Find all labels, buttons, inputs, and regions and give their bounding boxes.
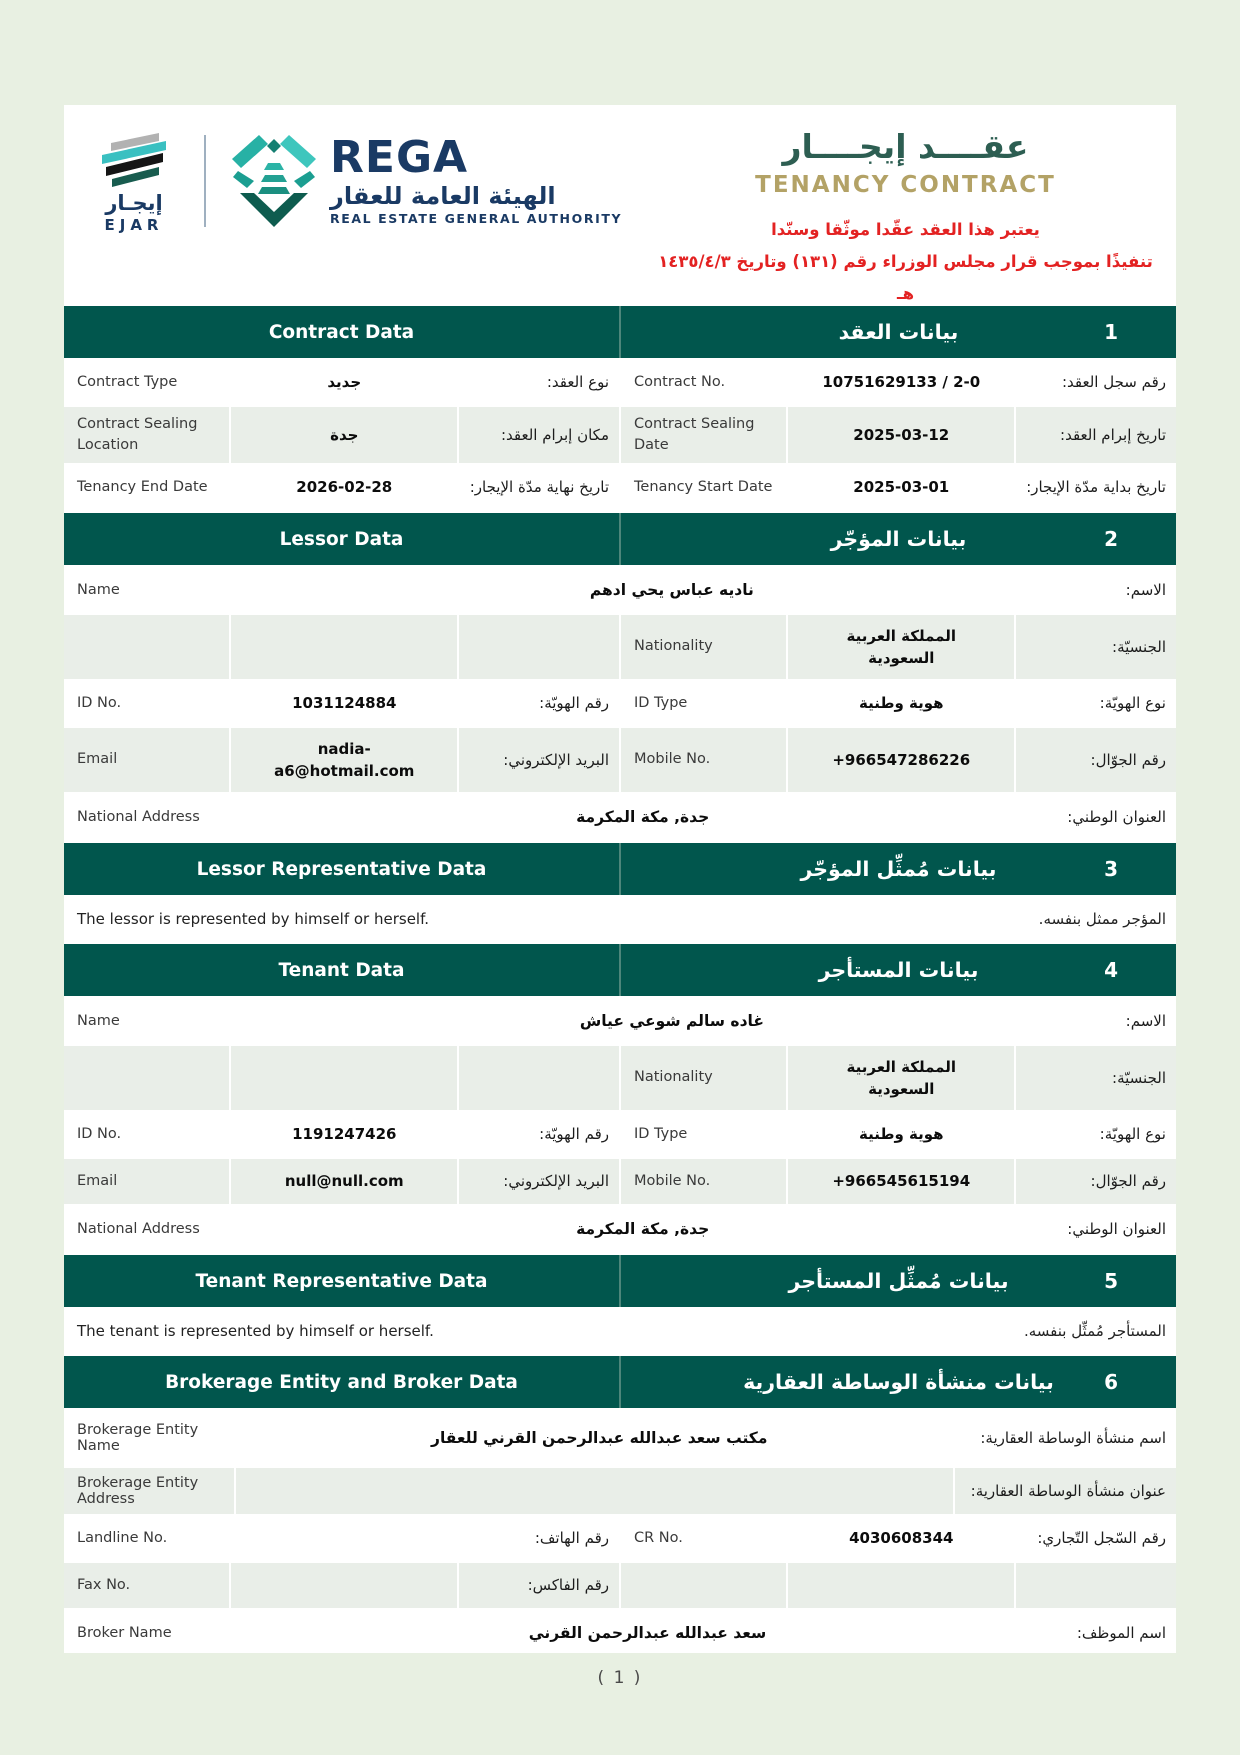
label-en: CR No. (634, 1529, 683, 1546)
label-en: National Address (77, 1221, 200, 1237)
section-number: 5 (1104, 1269, 1118, 1293)
value: غاده سالم شوعي عياش (579, 1012, 764, 1030)
row-sealing-date-and-location (64, 407, 1176, 463)
label-ar: تاريخ نهاية مدّة الإيجار: (469, 478, 609, 497)
logo-divider (204, 135, 206, 227)
section-number: 2 (1104, 527, 1118, 551)
value: +966547286226 (788, 728, 1014, 792)
label-ar: رقم الجوّال: (1016, 728, 1176, 792)
rega-logo-latin: REAL ESTATE GENERAL AUTHORITY (330, 211, 623, 227)
page-number: ( 1 ) (597, 1668, 643, 1688)
label-en: Mobile No. (621, 1159, 786, 1204)
section-title-ar: بيانات المؤجّر (830, 527, 967, 551)
value: 2025-03-01 (853, 478, 950, 497)
label-en: Contract Sealing Location (64, 407, 229, 463)
value: nadia-a6@hotmail.com (231, 728, 457, 792)
section-title-ar-wrap (621, 1356, 1176, 1408)
value: 2025-03-12 (788, 407, 1014, 463)
section-title-ar: بيانات المستأجر (818, 958, 979, 982)
section-header-lessor-representative (64, 843, 1176, 895)
label-en: National Address (77, 809, 200, 825)
value: هوية وطنية (858, 1125, 944, 1144)
value: هوية وطنية (858, 694, 944, 713)
row-tenant-national-address (64, 1206, 1176, 1252)
note-en: The lessor is represented by himself or herself. (77, 910, 430, 928)
section-title-en: Tenant Representative Data (64, 1255, 619, 1307)
label-ar: نوع الهويّة: (1099, 694, 1166, 713)
label-en: ID No. (77, 694, 122, 711)
section-number: 3 (1104, 857, 1118, 881)
label-ar: مكان إبرام العقد: (459, 407, 619, 463)
label-ar: البريد الإلكتروني: (459, 1159, 619, 1204)
value: جديد (327, 373, 362, 392)
ejar-logo-arabic: إيجـار (105, 191, 163, 215)
section-title-ar-wrap (621, 306, 1176, 358)
rega-logo (228, 131, 622, 231)
section-title-ar: بيانات مُمثِّل المؤجّر (800, 857, 997, 881)
label-ar: الاسم: (1125, 1012, 1166, 1030)
empty-cell (64, 1046, 229, 1110)
note-ar: المؤجر ممثل بنفسه. (1038, 910, 1166, 928)
value (231, 1516, 457, 1561)
empty-cell (231, 1046, 457, 1110)
label-en: Broker Name (77, 1625, 172, 1641)
section-header-tenant-data (64, 944, 1176, 996)
value: جدة, مكة المكرمة (576, 1220, 710, 1238)
empty-cell (788, 1563, 1014, 1608)
contract-document (64, 105, 1176, 1653)
legal-disclaimer (653, 214, 1158, 311)
label-en: Tenancy Start Date (634, 478, 773, 495)
label-ar: البريد الإلكتروني: (459, 728, 619, 792)
section-title-ar-wrap (621, 843, 1176, 895)
value: جدة, مكة المكرمة (576, 808, 710, 826)
row-tenant-contact (64, 1159, 1176, 1204)
label-ar: رقم سجل العقد: (1061, 373, 1166, 392)
label-en: Nationality (621, 615, 786, 679)
empty-cell (64, 615, 229, 679)
section-number: 1 (1104, 320, 1118, 344)
label-ar: رقم الهاتف: (534, 1529, 609, 1548)
legal-disclaimer-line2: تنفيذًا بموجب قرار مجلس الوزراء رقم (١٣١) وتاريخ ١٤٣٥/٤/٣ هـ (658, 252, 1153, 304)
label-ar: رقم الجوّال: (1016, 1159, 1176, 1204)
section-title-ar-wrap (621, 1255, 1176, 1307)
section-title-ar: بيانات منشأة الوساطة العقارية (743, 1370, 1054, 1394)
rega-logo-name: REGA (330, 132, 469, 184)
section-header-contract-data (64, 306, 1176, 358)
logo-group (86, 127, 622, 303)
section-number: 4 (1104, 958, 1118, 982)
label-en: Landline No. (77, 1529, 168, 1546)
value: +966545615194 (788, 1159, 1014, 1204)
label-ar: الجنسيّة: (1016, 615, 1176, 679)
label-ar: الاسم: (1125, 581, 1166, 599)
value: 1191247426 (292, 1125, 397, 1144)
empty-cell (1016, 1563, 1176, 1608)
row-lessor-nationality (64, 615, 1176, 679)
contract-title-english: TENANCY CONTRACT (755, 172, 1056, 198)
document-header (64, 105, 1176, 303)
value: ناديه عباس يحي ادهم (589, 581, 754, 599)
label-ar: نوع الهويّة: (1099, 1125, 1166, 1144)
label-en: Email (64, 1159, 229, 1204)
label-ar: رقم الهويّة: (539, 1125, 609, 1144)
row-lessor-name (64, 567, 1176, 613)
label-ar: رقم الهويّة: (539, 694, 609, 713)
row-cr-and-landline (64, 1516, 1176, 1561)
row-lessor-national-address (64, 794, 1176, 840)
label-ar: تاريخ إبرام العقد: (1016, 407, 1176, 463)
note-en: The tenant is represented by himself or herself. (77, 1322, 434, 1340)
section-title-en: Lessor Representative Data (64, 843, 619, 895)
row-contract-no-and-type (64, 360, 1176, 405)
label-ar: العنوان الوطني: (1067, 808, 1166, 826)
section-header-lessor-data (64, 513, 1176, 565)
section-title-ar-wrap (621, 513, 1176, 565)
section-header-brokerage (64, 1356, 1176, 1408)
label-en: Mobile No. (621, 728, 786, 792)
label-ar: نوع العقد: (546, 373, 609, 392)
label-en: Contract No. (634, 373, 726, 390)
rega-logo-arabic: الهيئة العامة للعقار (330, 182, 556, 211)
value: 4030608344 (849, 1529, 954, 1548)
label-en: Brokerage Entity Name (77, 1422, 199, 1454)
label-en: Fax No. (64, 1563, 229, 1608)
ejar-logo-latin: EJAR (104, 216, 164, 234)
row-fax (64, 1563, 1176, 1608)
label-ar: اسم الموظف: (1076, 1624, 1166, 1642)
label-ar: رقم السّجل التّجاري: (1037, 1529, 1166, 1548)
row-tenant-representative-note (64, 1309, 1176, 1353)
row-tenant-name (64, 998, 1176, 1044)
value (231, 1563, 457, 1608)
row-brokerage-entity-address (64, 1468, 1176, 1514)
contract-title-arabic: عقــــد إيجــــار (782, 127, 1029, 166)
label-en: Contract Sealing Date (621, 407, 786, 463)
value: المملكة العربية السعودية (788, 615, 1014, 679)
empty-cell (459, 615, 619, 679)
label-en: Contract Type (77, 373, 178, 390)
row-tenant-nationality (64, 1046, 1176, 1110)
label-ar: الجنسيّة: (1016, 1046, 1176, 1110)
row-lessor-id (64, 681, 1176, 726)
section-title-ar-wrap (621, 944, 1176, 996)
row-tenant-id (64, 1112, 1176, 1157)
section-title-ar: بيانات مُمثِّل المستأجر (788, 1269, 1009, 1293)
ejar-logo (86, 131, 182, 234)
value (236, 1468, 953, 1514)
rega-logo-icon (228, 131, 320, 231)
section-title-en: Brokerage Entity and Broker Data (64, 1356, 619, 1408)
ejar-logo-icon (97, 131, 171, 189)
label-en: Name (77, 582, 120, 598)
section-title-en: Tenant Data (64, 944, 619, 996)
rega-logo-text (330, 132, 623, 227)
value: سعد عبدالله عبدالرحمن القرني (528, 1624, 767, 1642)
row-brokerage-entity-name (64, 1410, 1176, 1466)
label-ar: تاريخ بداية مدّة الإيجار: (1026, 478, 1166, 497)
label-ar: العنوان الوطني: (1067, 1220, 1166, 1238)
label-en: Tenancy End Date (77, 478, 208, 495)
empty-cell (621, 1563, 786, 1608)
section-title-ar: بيانات العقد (838, 320, 959, 344)
note-ar: المستأجر مُمثِّل بنفسه. (1023, 1322, 1166, 1340)
label-en: Name (77, 1013, 120, 1029)
empty-cell (231, 615, 457, 679)
row-broker-name (64, 1610, 1176, 1656)
label-en: Nationality (621, 1046, 786, 1110)
value: المملكة العربية السعودية (788, 1046, 1014, 1110)
row-tenancy-dates (64, 465, 1176, 510)
section-title-en: Contract Data (64, 306, 619, 358)
section-header-tenant-representative (64, 1255, 1176, 1307)
label-en: ID Type (634, 694, 688, 711)
section-number: 6 (1104, 1370, 1118, 1394)
value: مكتب سعد عبدالله عبدالرحمن القرني للعقار (431, 1429, 768, 1447)
value: 10751629133 / 2-0 (822, 373, 981, 392)
value: 2026-02-28 (296, 478, 393, 497)
label-en: ID No. (77, 1125, 122, 1142)
label-ar: رقم الفاكس: (459, 1563, 619, 1608)
legal-disclaimer-line1: يعتبر هذا العقد عقّدا موثّقا وسنّدا (771, 220, 1040, 239)
value: null@null.com (231, 1159, 457, 1204)
label-ar: عنوان منشأة الوساطة العقارية: (955, 1468, 1176, 1514)
label-en: Brokerage Entity Address (64, 1468, 234, 1514)
label-en: ID Type (634, 1125, 688, 1142)
empty-cell (459, 1046, 619, 1110)
label-ar: اسم منشأة الوساطة العقارية: (980, 1429, 1166, 1447)
row-lessor-representative-note (64, 897, 1176, 941)
row-lessor-contact (64, 728, 1176, 792)
value: 1031124884 (292, 694, 397, 713)
value: جدة (231, 407, 457, 463)
label-en: Email (64, 728, 229, 792)
section-title-en: Lessor Data (64, 513, 619, 565)
contract-title-block (653, 127, 1158, 303)
